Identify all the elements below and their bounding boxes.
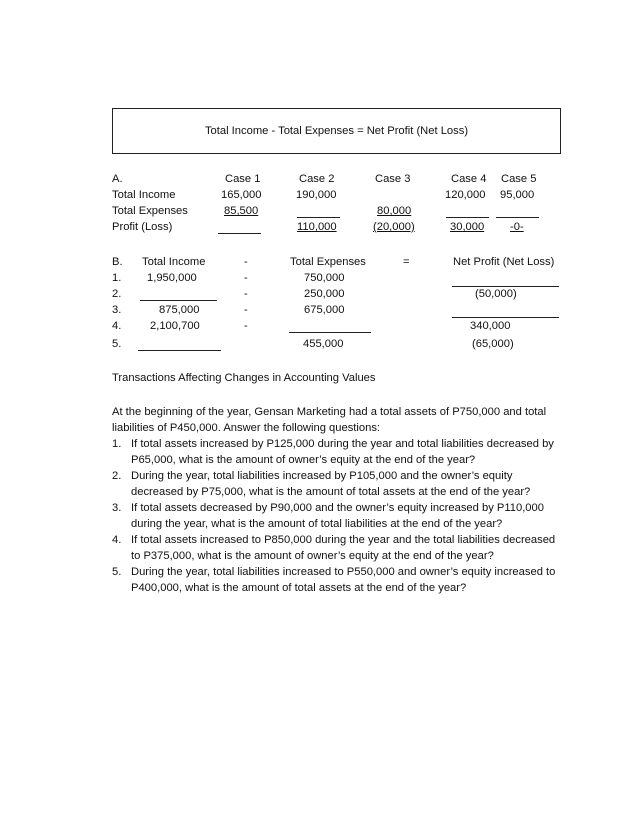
b-row-4-income: 2,100,700 [150, 320, 200, 332]
case-2-income: 190,000 [296, 189, 337, 201]
header-total-expenses: Total Expenses [290, 256, 366, 268]
b-row-5-num: 5. [112, 338, 122, 350]
case-5-profit: -0- [510, 221, 524, 233]
question-5 [112, 564, 564, 596]
question-1 [112, 436, 564, 468]
row-label-total-expenses: Total Expenses [112, 205, 188, 217]
b-row-4-net: 340,000 [470, 320, 511, 332]
case-5-header: Case 5 [501, 173, 537, 185]
b-row-4-expenses-blank [289, 332, 371, 333]
case-1-income: 165,000 [221, 189, 262, 201]
b-row-2-income-blank [140, 300, 217, 301]
b-row-1-minus: - [244, 272, 248, 284]
case-2-profit: 110,000 [297, 221, 337, 233]
question-3-number: 3. [112, 502, 122, 514]
case-1-header: Case 1 [225, 173, 261, 185]
question-2-text: During the year, total liabilities increased by P105,000 and the owner’s equity decreased by P75,000, what is the amount of total assets at the end of the year? [131, 470, 531, 498]
b-row-1-income: 1,950,000 [147, 272, 197, 284]
b-row-3-income: 875,000 [159, 304, 200, 316]
question-3 [112, 500, 564, 532]
case-3-expenses: 80,000 [377, 205, 412, 217]
header-minus: - [244, 256, 248, 268]
b-row-2-expenses: 250,000 [304, 288, 345, 300]
question-2-number: 2. [112, 470, 122, 482]
transactions-title: Transactions Affecting Changes in Accounting Values [112, 372, 376, 384]
case-3-profit: (20,000) [373, 221, 415, 233]
case-2-header: Case 2 [299, 173, 335, 185]
case-4-expenses-blank [446, 217, 489, 218]
question-2 [112, 468, 564, 500]
formula-box [112, 108, 561, 154]
b-row-5-income-blank [138, 350, 221, 351]
case-4-income: 120,000 [445, 189, 486, 201]
b-row-4-minus: - [244, 320, 248, 332]
question-4-text: If total assets increased to P850,000 during the year and the total liabilities decreased to P375,000, what is the amount of owner’s equity at the end of the year? [131, 534, 556, 562]
case-5-income: 95,000 [500, 189, 535, 201]
header-equals: = [403, 256, 410, 268]
row-label-profit-loss: Profit (Loss) [112, 221, 173, 233]
section-a-label: A. [112, 173, 123, 185]
header-total-income: Total Income [142, 256, 206, 268]
b-row-3-net-blank [452, 317, 559, 318]
b-row-1-num: 1. [112, 272, 122, 284]
question-5-number: 5. [112, 566, 122, 578]
intro-paragraph: At the beginning of the year, Gensan Marketing had a total assets of P750,000 and total liabilities of P450,000. Answer the following questions: [112, 406, 547, 434]
b-row-1-expenses: 750,000 [304, 272, 345, 284]
b-row-2-net: (50,000) [475, 288, 517, 300]
case-5-expenses-blank [496, 217, 539, 218]
header-net-profit: Net Profit (Net Loss) [453, 256, 555, 268]
question-3-text: If total assets decreased by P90,000 and the owner’s equity increased by P110,000 during the year, what is the amount of total liabilities at the end of the year? [131, 502, 544, 530]
b-row-4-num: 4. [112, 320, 122, 332]
question-1-number: 1. [112, 438, 122, 450]
b-row-5-expenses: 455,000 [303, 338, 344, 350]
question-4-number: 4. [112, 534, 122, 546]
b-row-3-expenses: 675,000 [304, 304, 345, 316]
case-1-profit-blank [218, 233, 261, 234]
b-row-2-num: 2. [112, 288, 122, 300]
case-2-expenses-blank [297, 217, 340, 218]
case-3-header: Case 3 [375, 173, 411, 185]
case-1-expenses: 85,500 [224, 205, 259, 217]
case-4-header: Case 4 [451, 173, 487, 185]
question-4 [112, 532, 564, 564]
b-row-5-net: (65,000) [472, 338, 514, 350]
b-row-3-minus: - [244, 304, 248, 316]
section-b-label: B. [112, 256, 123, 268]
row-label-total-income: Total Income [112, 189, 176, 201]
case-4-profit: 30,000 [450, 221, 485, 233]
formula-text: Total Income - Total Expenses = Net Profit (Net Loss) [204, 125, 469, 137]
b-row-3-num: 3. [112, 304, 122, 316]
questions-list [112, 436, 564, 596]
question-5-text: During the year, total liabilities increased to P550,000 and owner’s equity increased to P400,000, what is the amount of total assets at the end of the year? [131, 566, 556, 594]
b-row-2-minus: - [244, 288, 248, 300]
question-1-text: If total assets increased by P125,000 during the year and total liabilities decreased by P65,000, what is the amount of owner’s equity at the end of the year? [131, 438, 554, 466]
